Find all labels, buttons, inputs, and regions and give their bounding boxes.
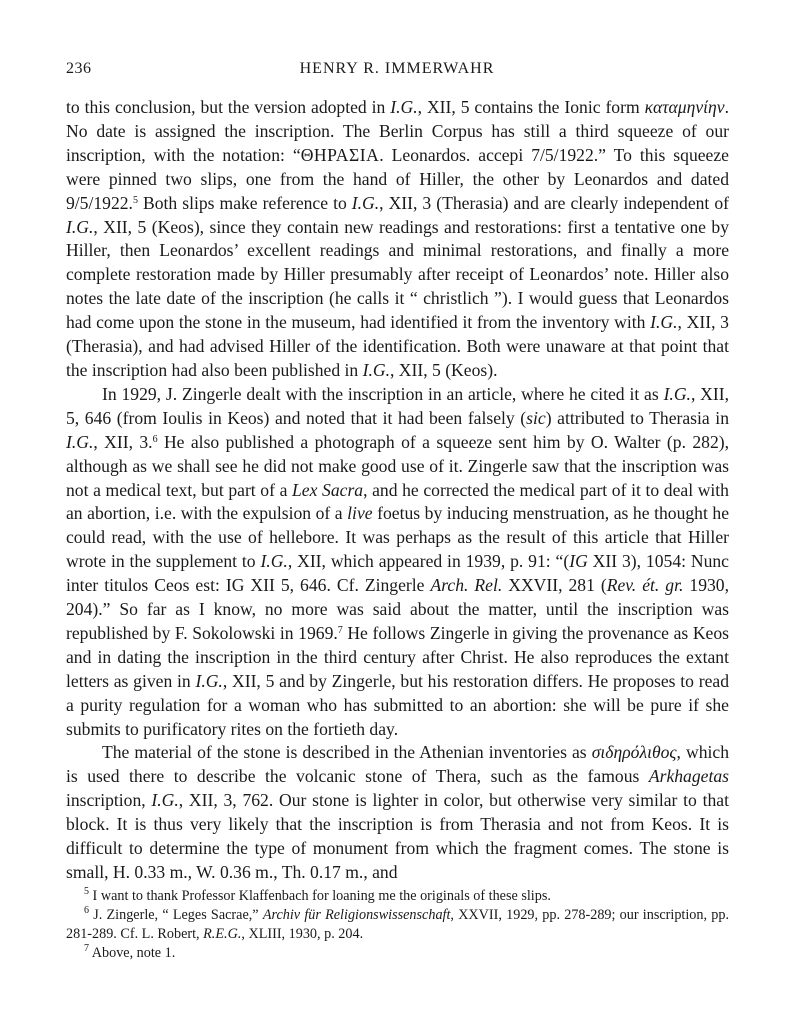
text-run: , which is used there to describe the volcanic stone of Thera, such as the famous [66, 742, 730, 787]
footnote-ref-5[interactable]: 5 [132, 194, 138, 206]
paragraph-3 [66, 741, 729, 884]
footnote-number: 7 [84, 943, 89, 954]
italic-run: I.G. [351, 192, 380, 213]
text-run: to this conclusion, but the version adopted in [66, 97, 391, 117]
text-run: , XII, 5 and by Zingerle, but his restoration differs. He proposes to read a purity regulation for a woman who has submitted to an abortion: she will be pure if she submits to purificatory rites on the fortieth day. [66, 670, 729, 739]
italic-run: live [347, 503, 373, 524]
text-run: ) attributed to Therasia in [545, 407, 729, 428]
text-run: , XII, 3. [93, 431, 153, 452]
text-run: He follows Zingerle in giving the provenance as Keos and in dating the inscription in the third century after Christ. He also reproduces the extant letters as given in [66, 622, 729, 691]
text-run: In 1929, J. Zingerle dealt with the inscription in an article, where he cited it as [102, 383, 664, 404]
italic-run: I.G. [650, 312, 678, 333]
text-run: , XII, 3 (Therasia) and are clearly independent of [379, 192, 729, 213]
italic-run: I.G. [66, 216, 94, 237]
italic-run: I.G. [260, 551, 288, 572]
text-run: , XII, 3 (Therasia), and had advised Hiller of the identification. Both were unaware at that point that the inscription had also been published in [66, 312, 729, 380]
footnote-5 [66, 887, 729, 906]
italic-run: Arch. Rel. [430, 575, 503, 596]
text-run: . No date is assigned the inscription. The Berlin Corpus has still a third squeeze of our inscription, with the notation: “ [66, 97, 729, 165]
text-run: , XII, 5 (Keos), since they contain new readings and restorations: first a tentative one by Hiller, then Leonardos’ excellent readings and minimal restorations, and finally a more complete restoration made by Hiller presumably after receipt of Leonardos’ note. Hiller also notes the late date of the inscription (he calls it “ christlich ”). I would guess that Leonardos had come upon the stone in the museum, had identified it from the inventory with [66, 216, 729, 333]
page-number: 236 [66, 60, 92, 77]
italic-run: I.G. [66, 431, 94, 452]
running-head: HENRY R. IMMERWAHR [299, 60, 495, 77]
italic-run: Rev. ét. gr. [606, 575, 684, 596]
body-text [66, 96, 729, 885]
text-run: The material of the stone is described in the Athenian inventories as [102, 742, 592, 763]
greek-word: σιδηρόλιθος [591, 742, 677, 763]
greek-caps-word: ΘΗΡΑΣΙΑ [300, 144, 380, 165]
italic-run: IG [569, 551, 588, 572]
italic-run: I.G. [362, 359, 390, 380]
text-run: , XII, 5, 646 (from Ioulis in Keos) and noted that it had been falsely ( [66, 383, 729, 428]
text-run: XII 3), 1054: Nunc inter titulos Ceos est: IG XII 5, 646. Cf. Zingerle [66, 551, 729, 596]
paragraph-1 [66, 96, 729, 383]
greek-word: καταμηνίην [644, 97, 725, 117]
footnote-text: Above, note 1. [89, 945, 176, 961]
italic-run: I.G. [195, 670, 223, 691]
footnotes [66, 887, 729, 963]
italic-run: sic [526, 407, 546, 428]
page-header [66, 60, 728, 82]
text-run: . Leonardos. accepi 7/5/1922.” To this squeeze were pinned two slips, one from the hand of Hiller, the other by Leonardos and dated 9/5/1922. [66, 144, 729, 213]
text-run: Both slips make reference to [137, 192, 352, 213]
text-run: , XII, 5 contains the Ionic form [417, 97, 645, 117]
text-run: , XII, 5 (Keos). [389, 359, 498, 380]
footnote-7 [66, 944, 729, 963]
text-run: , and he corrected the medical part of it to deal with an abortion, i.e. with the expulsion of a [66, 479, 729, 524]
footnote-number: 6 [84, 905, 89, 916]
footnote-ref-7[interactable]: 7 [337, 624, 343, 636]
text-run: He also published a photograph of a squeeze sent him by O. Walter (p. 282), although as we shall see he did not make good use of it. Zingerle saw that the inscription was not a medical text, but part of a [66, 431, 730, 500]
italic-run: I.G. [663, 383, 691, 404]
italic-run: Archiv für Religionswissenschaft, [262, 907, 454, 923]
italic-run: I.G. [151, 790, 179, 811]
footnote-text: , XLIII, 1930, p. 204. [241, 926, 364, 942]
footnote-number: 5 [84, 886, 89, 897]
text-run: 1930, 204).” So far as I know, no more was said about the matter, until the inscription was republished by F. Sokolowski in 1969. [66, 575, 729, 643]
italic-run: Arkhagetas [648, 766, 729, 787]
footnote-ref-6[interactable]: 6 [152, 433, 158, 445]
paragraph-2 [66, 383, 729, 742]
footnote-text: J. Zingerle, “ Leges Sacrae,” [89, 907, 263, 923]
text-run: XXVII, 281 ( [502, 575, 607, 596]
footnote-6 [66, 906, 729, 944]
italic-run: Lex Sacra [292, 479, 364, 500]
footnote-text: XXVII, 1929, pp. 278-289; our inscription, pp. 281-289. Cf. L. Robert, [66, 907, 729, 942]
footnote-text: I want to thank Professor Klaffenbach for loaning me the originals of these slips. [89, 888, 551, 904]
text-run: inscription, [66, 790, 152, 811]
italic-run: R.E.G. [203, 926, 242, 942]
text-run: , XII, which appeared in 1939, p. 91: “( [287, 551, 570, 572]
italic-run: I.G. [390, 97, 418, 117]
text-run: foetus by inducing menstruation, as he thought he could read, with the use of hellebore. It was perhaps as the result of this article that Hiller wrote in the supplement to [66, 503, 729, 572]
text-run: , XII, 3, 762. Our stone is lighter in color, but otherwise very similar to that block. It is thus very likely that the inscription is from Therasia and not from Keos. It is difficult to determine the type of monument from which the fragment comes. The stone is small, H. 0.33 m., W. 0.36 m., Th. 0.17 m., and [66, 790, 729, 882]
